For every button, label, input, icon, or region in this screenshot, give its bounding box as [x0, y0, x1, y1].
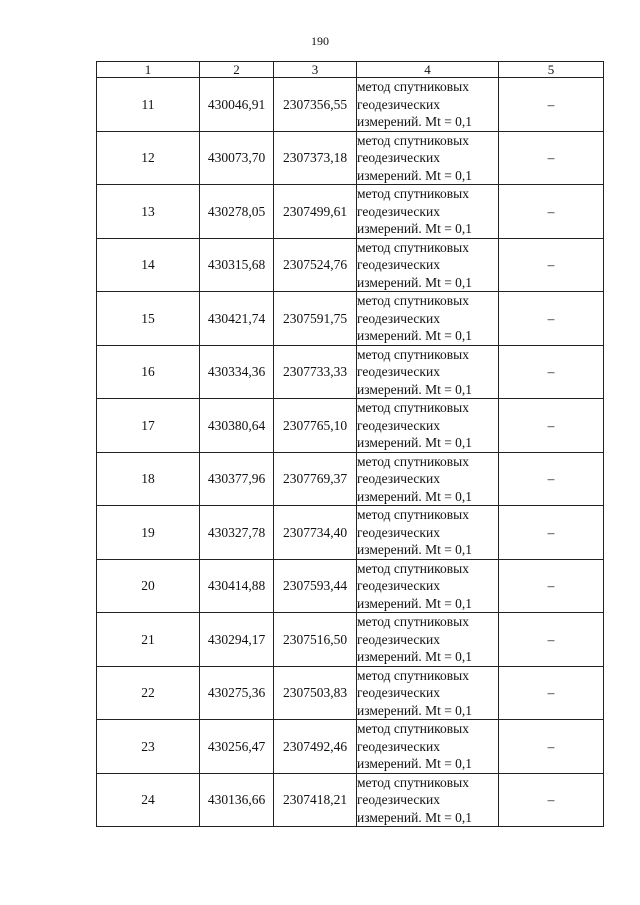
- dash-cell: –: [499, 720, 604, 774]
- table-row: [97, 613, 604, 667]
- method-cell: [357, 559, 499, 613]
- point-number-cell: 24: [97, 773, 200, 827]
- column-header-5: 5: [499, 62, 604, 78]
- method-cell: [357, 506, 499, 560]
- header-row: [97, 62, 604, 78]
- method-line: измерений. Mt = 0,1: [357, 702, 473, 718]
- method-line: геодезических: [357, 257, 440, 272]
- table-row: [97, 666, 604, 720]
- dash-cell: –: [499, 131, 604, 185]
- x-coordinate-cell: 430377,96: [200, 452, 274, 506]
- method-cell: [357, 131, 499, 185]
- dash-cell: –: [499, 773, 604, 827]
- x-coordinate-cell: 430256,47: [200, 720, 274, 774]
- method-line: геодезических: [357, 417, 440, 433]
- y-coordinate-cell: 2307591,75: [274, 292, 357, 346]
- point-number-cell: 11: [97, 78, 200, 132]
- x-coordinate-cell: 430334,36: [200, 345, 274, 399]
- method-line: геодезических: [357, 792, 440, 807]
- point-number-cell: 20: [97, 559, 200, 613]
- y-coordinate-cell: 2307503,83: [274, 666, 357, 720]
- method-line: метод спутниковых: [357, 507, 469, 522]
- point-number-cell: 18: [97, 452, 200, 506]
- method-line: метод спутниковых: [357, 186, 469, 201]
- method-line: метод спутниковых: [357, 400, 469, 415]
- x-coordinate-cell: 430380,64: [200, 399, 274, 453]
- x-coordinate-cell: 430327,78: [200, 506, 274, 560]
- table-row: [97, 345, 604, 399]
- method-line: измерений. Mt = 0,1: [357, 435, 473, 450]
- x-coordinate-cell: 430278,05: [200, 185, 274, 239]
- x-coordinate-cell: 430294,17: [200, 613, 274, 667]
- point-number-cell: 13: [97, 185, 200, 239]
- method-cell: [357, 613, 499, 667]
- method-line: измерений. Mt = 0,1: [357, 595, 473, 611]
- method-cell: [357, 399, 499, 453]
- method-cell: [357, 666, 499, 720]
- y-coordinate-cell: 2307733,33: [274, 345, 357, 399]
- x-coordinate-cell: 430421,74: [200, 292, 274, 346]
- method-line: геодезических: [357, 96, 440, 112]
- method-cell: [357, 773, 499, 827]
- table-row: [97, 720, 604, 774]
- method-line: метод спутниковых: [357, 132, 469, 148]
- point-number-cell: 22: [97, 666, 200, 720]
- point-number-cell: 19: [97, 506, 200, 560]
- y-coordinate-cell: 2307524,76: [274, 238, 357, 292]
- method-cell: [357, 238, 499, 292]
- method-line: измерений. Mt = 0,1: [357, 274, 473, 290]
- x-coordinate-cell: 430275,36: [200, 666, 274, 720]
- point-number-cell: 23: [97, 720, 200, 774]
- column-header-4: 4: [357, 62, 499, 78]
- method-cell: [357, 78, 499, 132]
- page-number: 190: [311, 34, 329, 48]
- y-coordinate-cell: 2307516,50: [274, 613, 357, 667]
- x-coordinate-cell: 430315,68: [200, 238, 274, 292]
- y-coordinate-cell: 2307373,18: [274, 131, 357, 185]
- table-header: [97, 62, 604, 78]
- table-row: [97, 78, 604, 132]
- method-line: измерений. Mt = 0,1: [357, 488, 473, 504]
- table-row: [97, 452, 604, 506]
- table-body: [97, 78, 604, 827]
- dash-cell: –: [499, 559, 604, 613]
- coordinates-table: [96, 61, 604, 827]
- x-coordinate-cell: 430073,70: [200, 131, 274, 185]
- point-number-cell: 15: [97, 292, 200, 346]
- method-line: метод спутниковых: [357, 721, 469, 736]
- method-line: метод спутниковых: [357, 560, 469, 576]
- method-cell: [357, 720, 499, 774]
- x-coordinate-cell: 430136,66: [200, 773, 274, 827]
- method-line: геодезических: [357, 203, 440, 219]
- table-row: [97, 506, 604, 560]
- method-line: метод спутниковых: [357, 774, 469, 790]
- point-number-cell: 14: [97, 238, 200, 292]
- method-line: метод спутниковых: [357, 79, 469, 94]
- method-line: геодезических: [357, 364, 440, 379]
- method-line: метод спутниковых: [357, 667, 469, 683]
- y-coordinate-cell: 2307593,44: [274, 559, 357, 613]
- dash-cell: –: [499, 399, 604, 453]
- point-number-cell: 17: [97, 399, 200, 453]
- method-line: геодезических: [357, 631, 440, 647]
- column-header-2: 2: [200, 62, 274, 78]
- table-row: [97, 131, 604, 185]
- dash-cell: –: [499, 292, 604, 346]
- dash-cell: –: [499, 78, 604, 132]
- point-number-cell: 21: [97, 613, 200, 667]
- dash-cell: –: [499, 238, 604, 292]
- dash-cell: –: [499, 613, 604, 667]
- point-number-cell: 16: [97, 345, 200, 399]
- x-coordinate-cell: 430046,91: [200, 78, 274, 132]
- method-line: измерений. Mt = 0,1: [357, 542, 473, 557]
- y-coordinate-cell: 2307769,37: [274, 452, 357, 506]
- y-coordinate-cell: 2307499,61: [274, 185, 357, 239]
- method-line: метод спутниковых: [357, 346, 469, 362]
- y-coordinate-cell: 2307356,55: [274, 78, 357, 132]
- method-line: измерений. Mt = 0,1: [357, 649, 473, 664]
- method-line: геодезических: [357, 310, 440, 326]
- dash-cell: –: [499, 506, 604, 560]
- method-line: геодезических: [357, 738, 440, 754]
- method-cell: [357, 185, 499, 239]
- x-coordinate-cell: 430414,88: [200, 559, 274, 613]
- method-line: измерений. Mt = 0,1: [357, 809, 473, 825]
- table-row: [97, 559, 604, 613]
- y-coordinate-cell: 2307734,40: [274, 506, 357, 560]
- method-cell: [357, 452, 499, 506]
- method-line: измерений. Mt = 0,1: [357, 167, 473, 183]
- y-coordinate-cell: 2307418,21: [274, 773, 357, 827]
- method-line: геодезических: [357, 578, 440, 593]
- table-row: [97, 238, 604, 292]
- table-row: [97, 399, 604, 453]
- column-header-3: 3: [274, 62, 357, 78]
- table-row: [97, 292, 604, 346]
- method-cell: [357, 345, 499, 399]
- y-coordinate-cell: 2307765,10: [274, 399, 357, 453]
- method-line: метод спутниковых: [357, 293, 469, 308]
- dash-cell: –: [499, 666, 604, 720]
- dash-cell: –: [499, 345, 604, 399]
- method-line: измерений. Mt = 0,1: [357, 756, 473, 771]
- method-line: метод спутниковых: [357, 614, 469, 629]
- table-row: [97, 773, 604, 827]
- dash-cell: –: [499, 185, 604, 239]
- method-line: метод спутниковых: [357, 453, 469, 469]
- dash-cell: –: [499, 452, 604, 506]
- method-line: измерений. Mt = 0,1: [357, 328, 473, 343]
- method-line: геодезических: [357, 471, 440, 486]
- point-number-cell: 12: [97, 131, 200, 185]
- method-line: геодезических: [357, 685, 440, 700]
- column-header-1: 1: [97, 62, 200, 78]
- table-row: [97, 185, 604, 239]
- method-line: метод спутниковых: [357, 239, 469, 255]
- method-line: геодезических: [357, 524, 440, 540]
- method-line: измерений. Mt = 0,1: [357, 221, 473, 236]
- method-cell: [357, 292, 499, 346]
- method-line: геодезических: [357, 150, 440, 165]
- y-coordinate-cell: 2307492,46: [274, 720, 357, 774]
- method-line: измерений. Mt = 0,1: [357, 381, 473, 397]
- method-line: измерений. Mt = 0,1: [357, 114, 473, 129]
